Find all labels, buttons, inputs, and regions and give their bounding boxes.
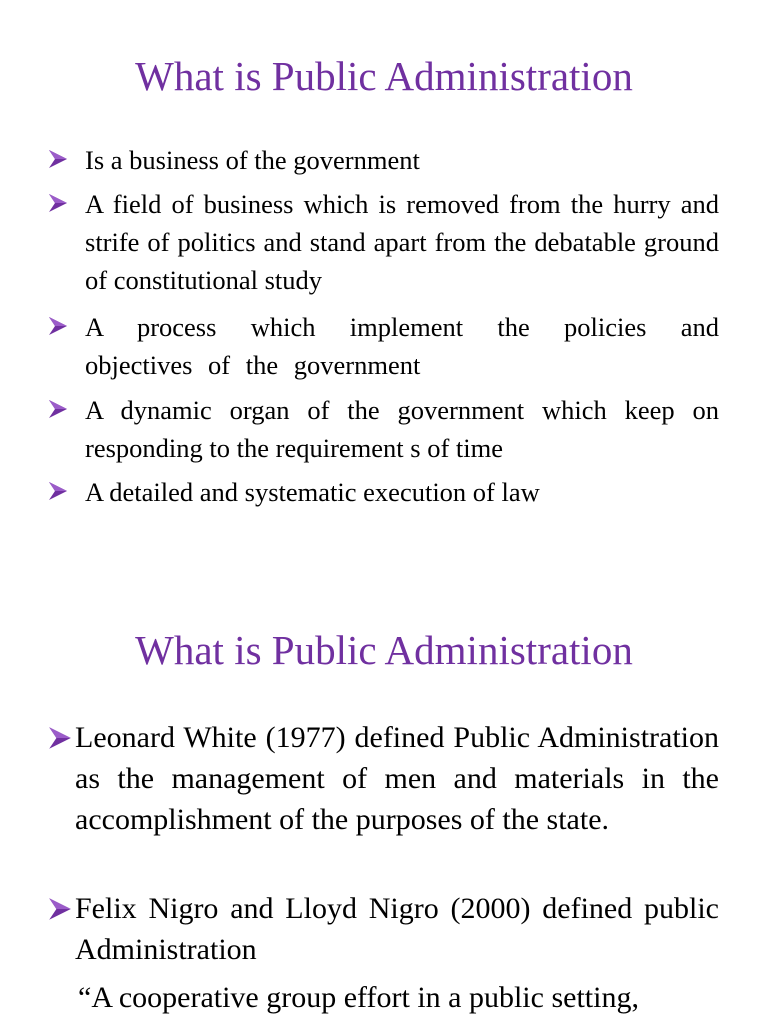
- arrow-bullet-icon: [48, 149, 68, 169]
- bullet-text: A field of business which is removed from the hurry and strife of politics and stand apart from the debatable ground of constitutional study: [85, 189, 719, 295]
- arrow-bullet-icon: [48, 481, 68, 501]
- bullet-text: Felix Nigro and Lloyd Nigro (2000) defined public Administration: [75, 892, 719, 966]
- arrow-bullet-icon: [48, 399, 68, 419]
- slide-2-title: What is Public Administration: [135, 627, 633, 673]
- bullet-text: A process which implement the policies and objectives of the government: [85, 312, 719, 380]
- arrow-bullet-icon: [48, 726, 72, 750]
- bullet-text: Is a business of the government: [85, 145, 420, 175]
- bullet-text: Leonard White (1977) defined Public Administration as the management of men and materials in the accomplishment of the purposes of the state.: [75, 721, 719, 836]
- definition-quote: “A cooperative group effort in a public setting,: [78, 981, 639, 1014]
- arrow-bullet-icon: [48, 897, 72, 921]
- bullet-text: A dynamic organ of the government which keep on responding to the requirement s of time: [85, 395, 719, 463]
- bullet-text: A detailed and systematic execution of law: [85, 477, 540, 507]
- arrow-bullet-icon: [48, 193, 68, 213]
- arrow-bullet-icon: [48, 316, 68, 336]
- slide-1-title: What is Public Administration: [135, 53, 633, 99]
- slide-2: [0, 560, 768, 1024]
